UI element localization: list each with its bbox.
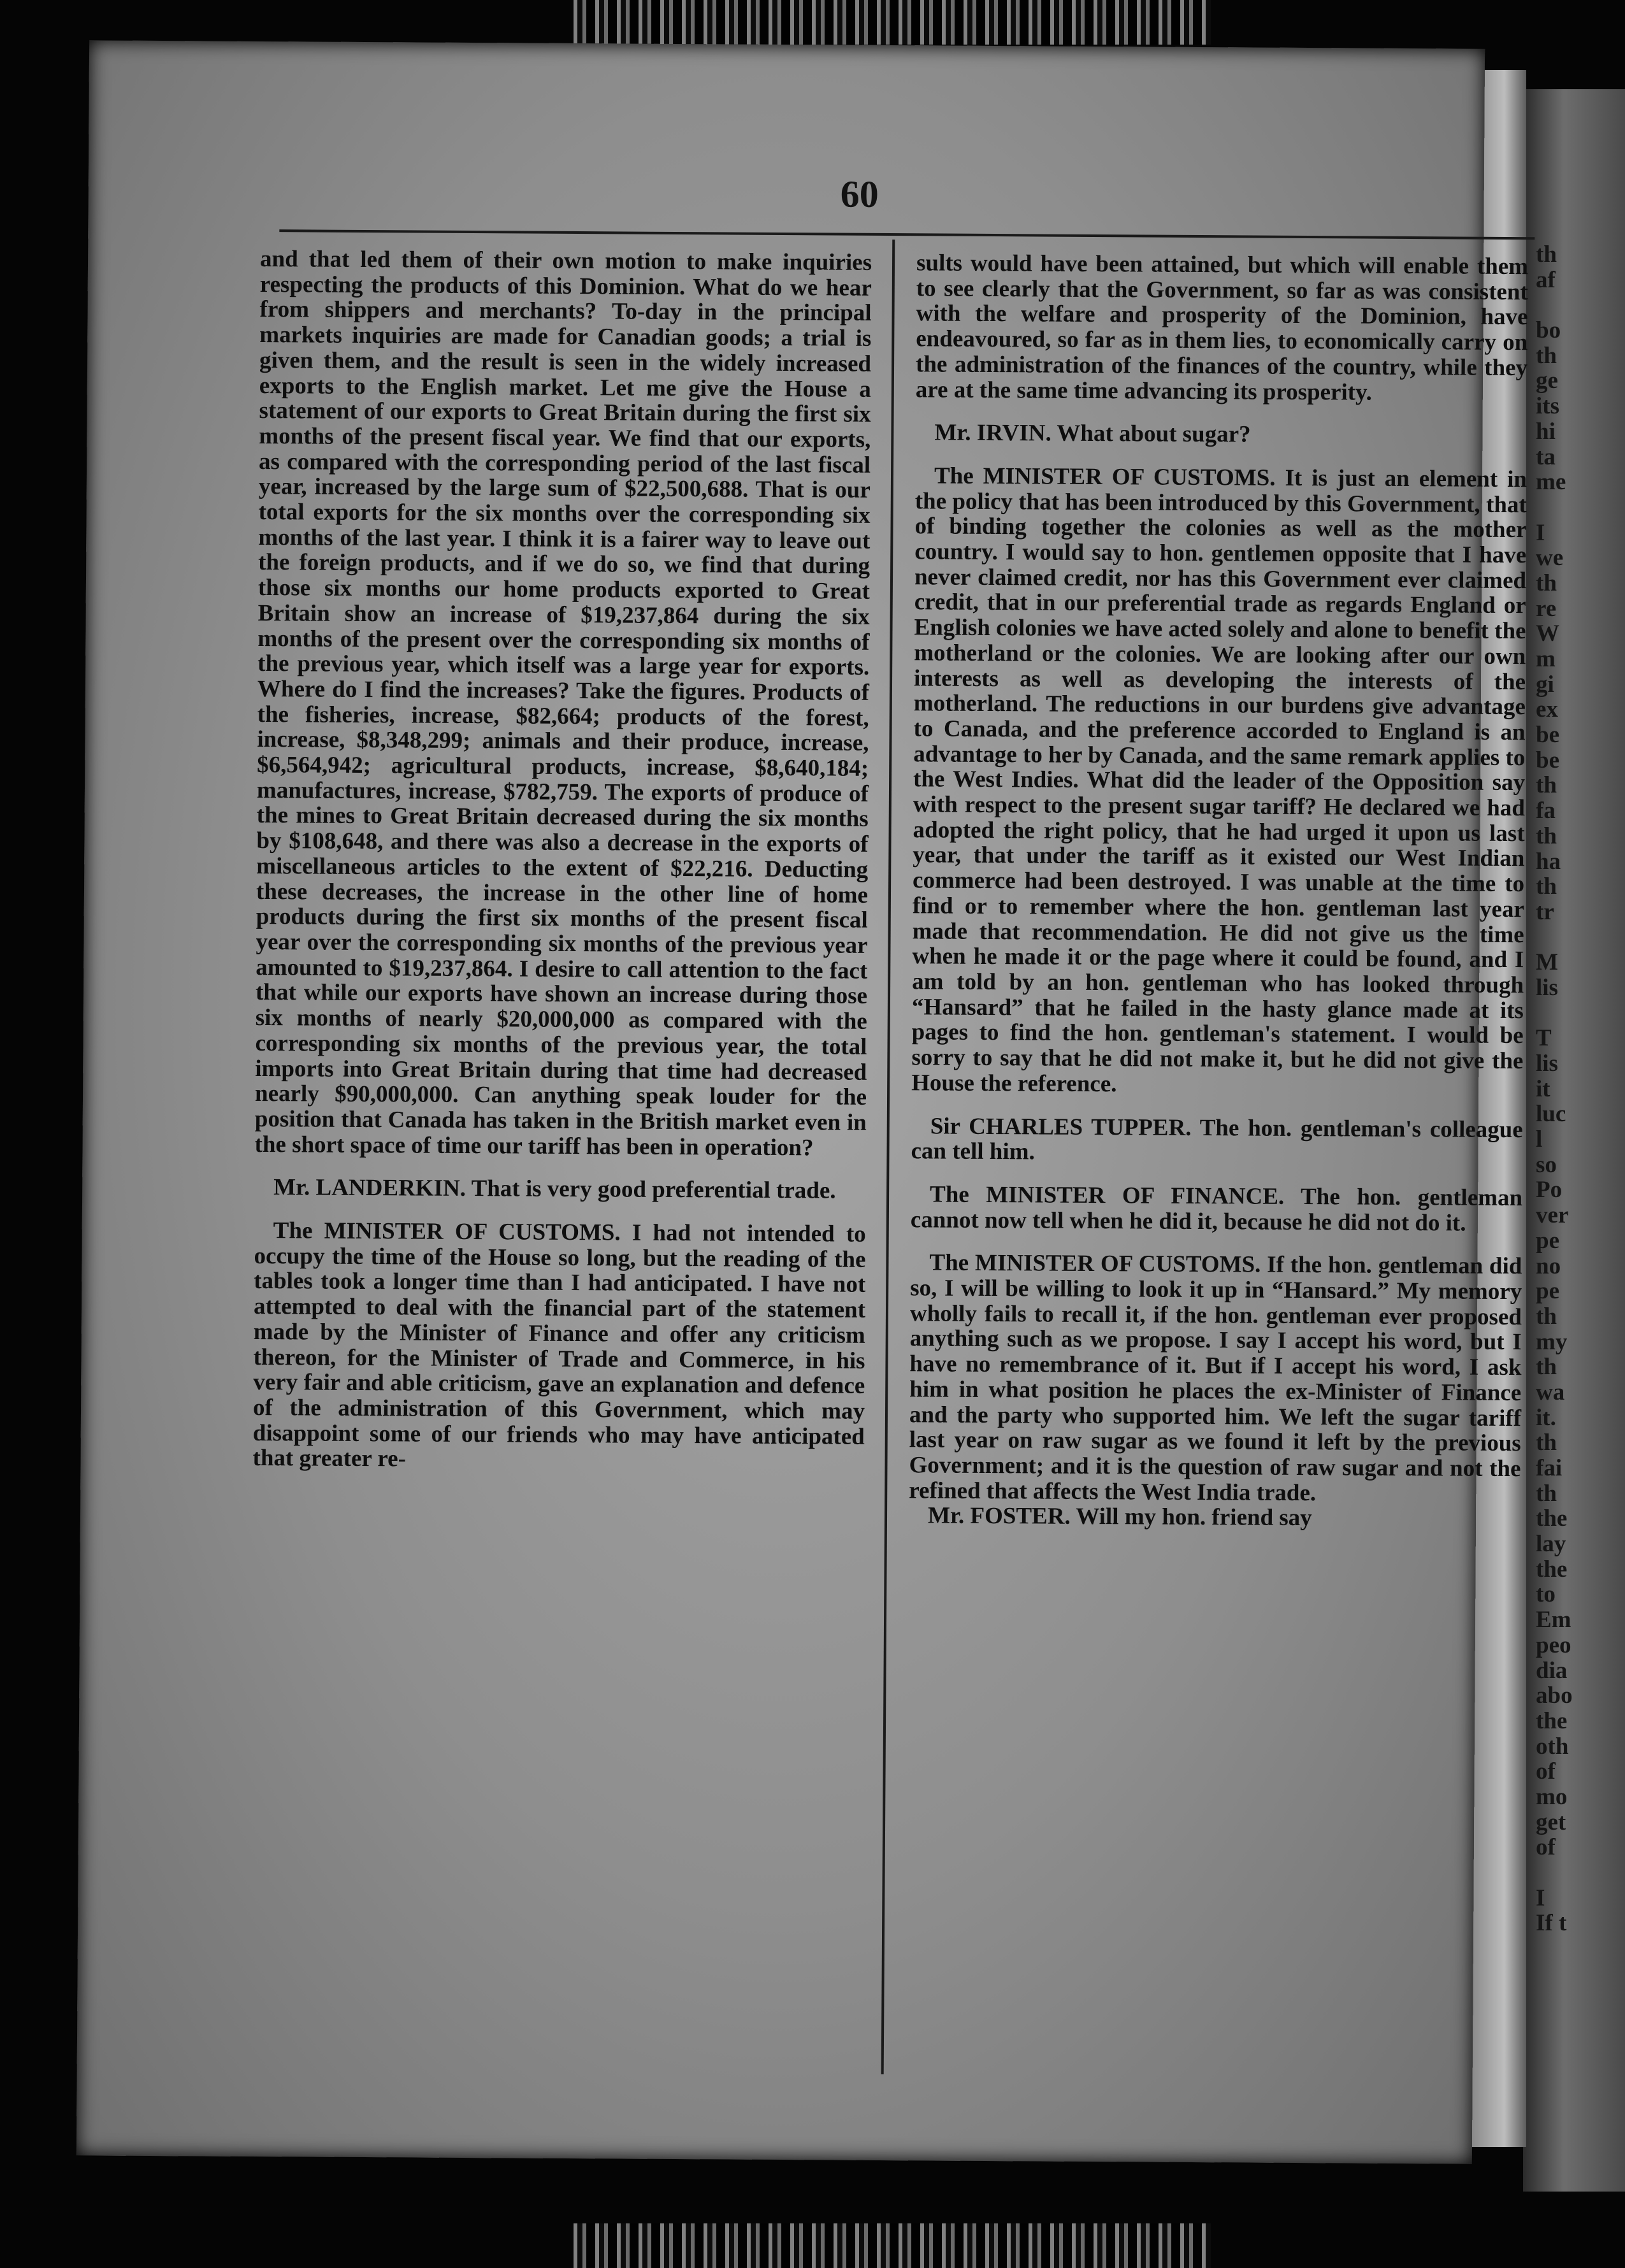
adjacent-page-fragment: Po (1536, 1177, 1563, 1203)
adjacent-page-fragment: the (1536, 1556, 1568, 1583)
adjacent-page-fragment: wa (1536, 1379, 1565, 1405)
adjacent-page-fragment: no (1536, 1252, 1561, 1279)
adjacent-page-fragment: oth (1536, 1733, 1569, 1760)
adjacent-page-fragment: to (1536, 1581, 1556, 1608)
adjacent-page-fragment (1536, 495, 1625, 520)
adjacent-page-fragment: hi (1536, 418, 1556, 445)
adjacent-page-fragment: so (1536, 1151, 1557, 1178)
adjacent-page-fragment: dia (1536, 1657, 1568, 1684)
paragraph: Mr. LANDERKIN. That is very good preferential trade. (273, 1174, 836, 1204)
paragraph: sults would have been attained, but which will enable them to see clearly that the Government, so far as was consistent with the welfare and prosperity of the Dominion, have endeavoured, so far as in them lies, to economically carry on the administration of the finances of the country, while they are at the same time advancing its prosperity. (915, 250, 1529, 406)
adjacent-page-fragment: th (1536, 1480, 1557, 1507)
right-column (909, 250, 1528, 1550)
adjacent-page-fragment: my (1536, 1328, 1568, 1355)
scanned-page (76, 40, 1529, 2164)
column-divider (881, 240, 895, 2074)
adjacent-page-fragment: be (1536, 722, 1559, 749)
header-rule (279, 229, 1535, 240)
adjacent-page-fragment (1536, 292, 1625, 318)
adjacent-page-fragment: th (1536, 342, 1557, 369)
adjacent-page-fragment: th (1536, 772, 1557, 799)
adjacent-page-fragment: ha (1536, 848, 1561, 875)
adjacent-page-fragment: fai (1536, 1455, 1563, 1481)
paragraph: The MINISTER OF CUSTOMS. If the hon. gentleman did so, I will be willing to look it up in “Hansard.” My memory wholly fails to recall it, if the hon. gentleman ever proposed anything such as we propose. I say I accept his word, but I have no remembrance of it. But if I accept his word, I ask him in what position he places the ex-Minister of Finance and the party who supported him. We left the sugar tariff last year on raw sugar as we found it left by the previous Government; and it is the question of raw sugar and not the refined that affects the West India trade. (909, 1249, 1522, 1506)
adjacent-page-fragment: its (1536, 393, 1559, 420)
adjacent-page-fragment: re (1536, 595, 1557, 622)
adjacent-page-fragment: M (1536, 949, 1558, 976)
adjacent-page-fragment: th (1536, 242, 1557, 268)
adjacent-page-fragment: it. (1536, 1404, 1556, 1431)
adjacent-page-fragment: I (1536, 519, 1545, 546)
adjacent-page-text (1536, 242, 1625, 1936)
adjacent-page-fragment: tr (1536, 898, 1554, 925)
adjacent-page-fragment: th (1536, 1430, 1557, 1456)
adjacent-page-fragment: th (1536, 1303, 1557, 1330)
adjacent-page-fragment: Em (1536, 1607, 1571, 1633)
top-ornamental-border (574, 0, 1211, 45)
adjacent-page-fragment: abo (1536, 1683, 1573, 1709)
adjacent-page-fragment: lis (1536, 974, 1558, 1001)
adjacent-page-fragment: of (1536, 1758, 1556, 1785)
adjacent-page-fragment: the (1536, 1505, 1568, 1532)
adjacent-page-fragment: pe (1536, 1278, 1559, 1305)
adjacent-page-fragment: gi (1536, 671, 1554, 698)
adjacent-page-fragment: mo (1536, 1783, 1568, 1810)
adjacent-page-fragment: ver (1536, 1202, 1569, 1229)
adjacent-page-fragment: get (1536, 1809, 1566, 1835)
adjacent-page-fragment: If t (1536, 1910, 1567, 1937)
adjacent-page-fragment: the (1536, 1707, 1568, 1734)
adjacent-page-fragment: lis (1536, 1051, 1558, 1077)
adjacent-page-fragment: be (1536, 747, 1559, 773)
adjacent-page-fragment: m (1536, 646, 1556, 672)
adjacent-page-fragment (1536, 925, 1625, 951)
adjacent-page-fragment: lay (1536, 1531, 1566, 1558)
adjacent-page-fragment (1536, 1860, 1625, 1886)
paragraph: The MINISTER OF CUSTOMS. It is just an element in the policy that has been introduced by this Government, that of binding together the colonies as well as the mother country. I would say to hon. gentlemen opposite that I have never claimed credit, nor has this Government ever claimed credit, that in our preferential trade as regards England or English colonies we have acted solely and alone to benefit the motherland or the colonies. We are looking after our own interests as well as developing the interests of the motherland. The reductions in our burdens give advantage to Canada, and the preference accorded to England is an advantage to her by Canada, and the same remark applies to the West Indies. What did the leader of the Opposition say with respect to the present sugar tariff? He declared we had adopted the right policy, that he had urged it upon us last year, that under the tariff as it existed our West Indian commerce had been destroyed. I was unable at the time to find or to remember where the hon. gentleman last year made that recommendation. He did not give us the time when he made it or the page where it could be found, and I am told by an hon. gentleman who has looked through “Hansard” that he failed in the hasty glance made at its pages to find the hon. gentleman's statement. I would be sorry to say that he did not make it, but he did not give the House the reference. (911, 463, 1528, 1098)
adjacent-page-fragment: th (1536, 570, 1557, 596)
page-number: 60 (840, 173, 879, 215)
adjacent-page-fragment: ex (1536, 696, 1558, 723)
adjacent-page-fragment: I (1536, 1884, 1545, 1911)
paragraph: Mr. IRVIN. What about sugar? (934, 419, 1251, 448)
adjacent-page-fragment: it (1536, 1075, 1550, 1102)
adjacent-page-fragment: ge (1536, 368, 1558, 394)
adjacent-page-fragment: we (1536, 545, 1564, 571)
adjacent-page-fragment: th (1536, 873, 1557, 900)
adjacent-page-fragment: bo (1536, 317, 1561, 344)
adjacent-page-fragment: fa (1536, 798, 1556, 824)
adjacent-page-fragment: T (1536, 1025, 1552, 1052)
adjacent-page-fragment: pe (1536, 1227, 1559, 1254)
adjacent-page-fragment: peo (1536, 1632, 1571, 1658)
bottom-ornamental-border (574, 2223, 1211, 2268)
adjacent-page-fragment: l (1536, 1126, 1543, 1153)
adjacent-page-fragment (1536, 1001, 1625, 1026)
paragraph: The MINISTER OF FINANCE. The hon. gentleman cannot now tell when he did it, because he did not do it. (910, 1181, 1523, 1237)
left-column (252, 247, 872, 1493)
adjacent-page-fragment: th (1536, 822, 1557, 849)
adjacent-page-fragment: of (1536, 1834, 1556, 1861)
adjacent-page-fragment: th (1536, 1354, 1557, 1381)
paragraph: Mr. FOSTER. Will my hon. friend say (927, 1502, 1312, 1532)
adjacent-page-fragment: W (1536, 621, 1559, 647)
adjacent-page-fragment: luc (1536, 1101, 1566, 1128)
paragraph: and that led them of their own motion to make inquiries respecting the products of this Dominion. What do we hear from shippers and merchants? To-day in the principal markets inquiries are made for Canadian goods; a trial is given them, and the result is seen in the widely increased exports to the English market. Let me give the House a statement of our exports to Great Britain during the first six months of the present fiscal year. We find that our exports, as compared with the corresponding period of the last fiscal year, increased by the large sum of $22,500,688. That is our total exports for the six months over the corresponding six months of the last year. I think it is a fairer way to leave out the foreign products, and if we do so, we find that during those six months our home products exported to Great Britain show an increase of $19,237,864 during the six months of the present over the corresponding six months of the previous year, which itself was a large year for exports. Where do I find the increases? Take the figures. Products of the fisheries, increase, $82,664; products of the forest, increase, $8,348,299; animals and their produce, increase, $6,564,942; agricultural products, increase, $8,640,184; manufactures, increase, $782,759. The exports of produce of the mines to Great Britain decreased during the six months by $108,648, and there was also a decrease in the exports of miscellaneous articles to the extent of $22,216. Deducting these decreases, the increase in the other line of home products during the first six months of the present fiscal year over the corresponding six months of the previous year amounted to $19,237,864. I desire to call attention to the fact that while our exports have shown an increase during those six months of nearly $20,000,000 as compared with the corresponding six months of the previous year, the total imports into Great Britain during that time had decreased nearly $90,000,000. Can anything speak louder for the position that Canada has taken in the British market even in the short space of time our tariff has been in operation? (254, 245, 872, 1161)
paragraph: The MINISTER OF CUSTOMS. I had not intended to occupy the time of the House so long, but the reading of the tables took a longer time than I had anticipated. I have not attempted to deal with the financial part of the statement made by the Minister of Finance and offer any criticism thereon, for the Minister of Trade and Commerce, in his very fair and able criticism, gave an explanation and defence of the administration of this Government, which may disappoint some of our friends who may have anticipated that greater re- (252, 1217, 866, 1472)
adjacent-page-fragment: me (1536, 469, 1566, 496)
adjacent-page-fragment: ta (1536, 443, 1556, 470)
adjacent-page-fragment: af (1536, 266, 1556, 293)
paragraph: Sir CHARLES TUPPER. The hon. gentleman's colleague can tell him. (911, 1112, 1523, 1165)
